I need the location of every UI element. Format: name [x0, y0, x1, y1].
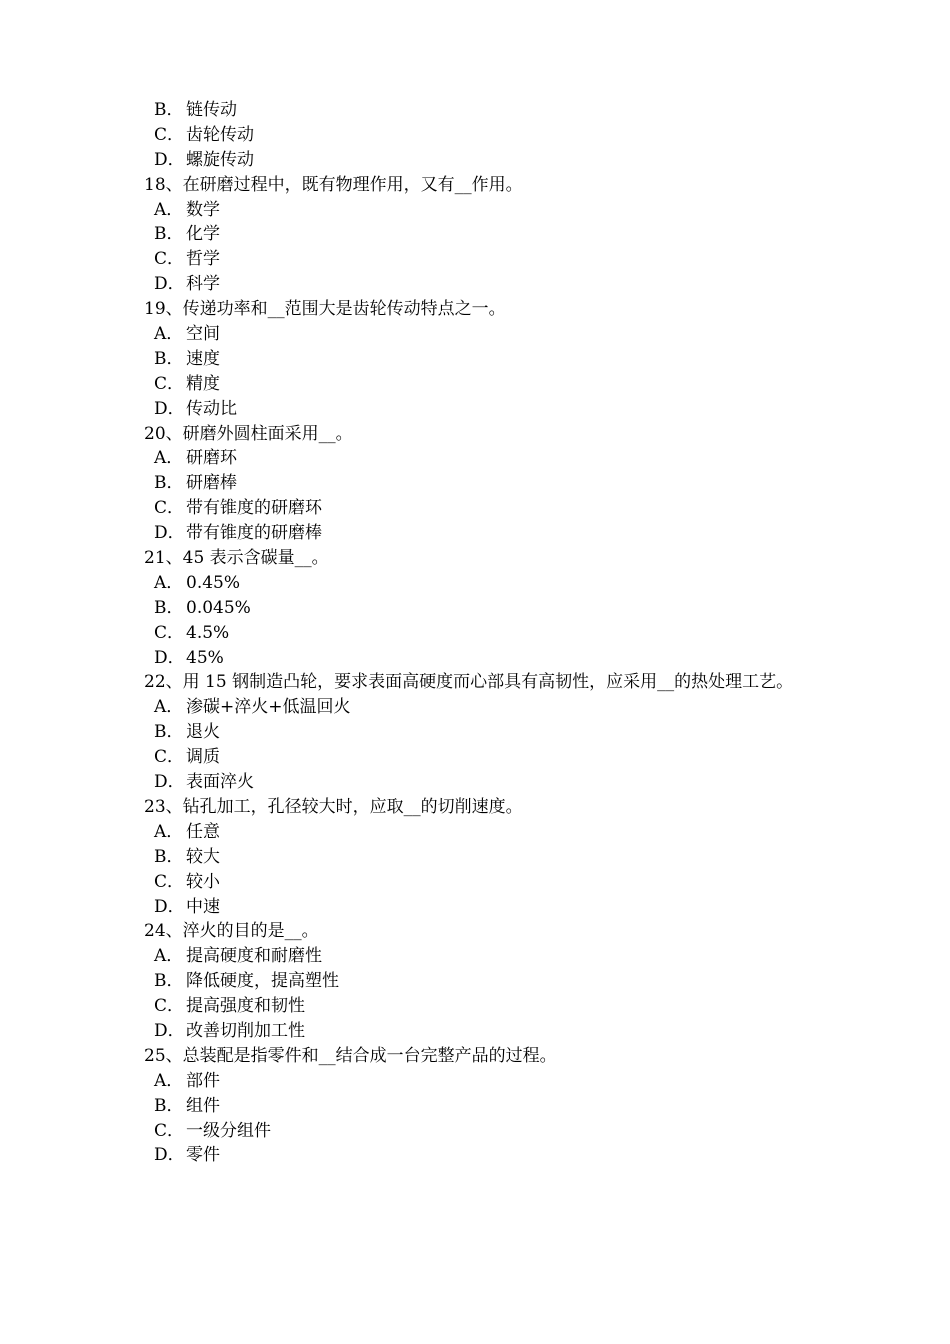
- option-line: [144, 198, 814, 223]
- option-letter: B．: [154, 1095, 184, 1116]
- option-letter: C．: [154, 373, 185, 394]
- option-text: 化学: [186, 224, 220, 245]
- option-line: [144, 247, 814, 272]
- option-letter: B．: [154, 597, 184, 618]
- question-stem: 20、研磨外圆柱面采用__。: [144, 423, 353, 444]
- option-line: [144, 1069, 814, 1094]
- option-letter: A．: [154, 946, 184, 967]
- option-line: [144, 895, 814, 920]
- option-letter: D．: [154, 896, 185, 917]
- option-letter: B．: [154, 100, 184, 120]
- option-letter: B．: [154, 348, 184, 369]
- option-text: 传动比: [186, 398, 237, 419]
- option-letter: D．: [154, 398, 185, 419]
- option-line: [144, 596, 814, 621]
- option-text: 部件: [186, 1070, 220, 1091]
- option-letter: C．: [154, 1120, 185, 1141]
- option-letter: D．: [154, 647, 185, 668]
- option-text: 数学: [186, 199, 220, 220]
- option-text: 零件: [186, 1145, 220, 1166]
- option-letter: C．: [154, 871, 185, 892]
- option-letter: C．: [154, 249, 185, 270]
- option-line: [144, 397, 814, 422]
- question-stem: 19、传递功率和__范围大是齿轮传动特点之一。: [144, 299, 506, 320]
- option-text: 组件: [186, 1095, 220, 1116]
- option-letter: D．: [154, 772, 185, 793]
- option-text: 带有锥度的研磨棒: [186, 523, 322, 544]
- option-line: [144, 770, 814, 795]
- option-line: [144, 1119, 814, 1144]
- option-letter: C．: [154, 996, 185, 1017]
- option-letter: D．: [154, 274, 185, 295]
- option-letter: B．: [154, 722, 184, 743]
- option-letter: A．: [154, 572, 184, 593]
- option-text: 渗碳+淬火+低温回火: [186, 697, 351, 718]
- question-stem: 23、钻孔加工，孔径较大时，应取__的切削速度。: [144, 796, 523, 817]
- option-line: [144, 496, 814, 521]
- option-text: 一级分组件: [186, 1120, 271, 1141]
- option-text: 45%: [186, 647, 224, 668]
- option-line: [144, 222, 814, 247]
- option-text: 调质: [186, 747, 220, 768]
- option-line: [144, 845, 814, 870]
- option-letter: B．: [154, 846, 184, 867]
- option-letter: D．: [154, 1020, 185, 1041]
- option-text: 链传动: [186, 100, 237, 120]
- option-letter: C．: [154, 622, 185, 643]
- option-text: 螺旋传动: [186, 149, 254, 170]
- option-line: [144, 646, 814, 671]
- option-line: [144, 720, 814, 745]
- option-letter: A．: [154, 324, 184, 345]
- option-text: 齿轮传动: [186, 124, 254, 145]
- option-line: [144, 870, 814, 895]
- option-text: 4.5%: [186, 622, 230, 643]
- option-letter: A．: [154, 199, 184, 220]
- option-line: [144, 521, 814, 546]
- option-letter: C．: [154, 747, 185, 768]
- option-letter: B．: [154, 224, 184, 245]
- option-line: [144, 98, 814, 123]
- option-text: 0.045%: [186, 597, 251, 618]
- option-text: 速度: [186, 348, 220, 369]
- option-text: 0.45%: [186, 572, 241, 593]
- option-text: 降低硬度，提高塑性: [186, 971, 339, 992]
- option-line: [144, 969, 814, 994]
- option-line: [144, 1019, 814, 1044]
- option-line: [144, 695, 814, 720]
- option-letter: B．: [154, 473, 184, 494]
- option-text: 空间: [186, 324, 220, 345]
- option-text: 科学: [186, 274, 220, 295]
- option-text: 提高强度和韧性: [186, 996, 305, 1017]
- option-letter: A．: [154, 1070, 184, 1091]
- question-stem: 24、淬火的目的是__。: [144, 921, 319, 942]
- option-line: [144, 944, 814, 969]
- option-line: [144, 1143, 814, 1168]
- option-text: 研磨棒: [186, 473, 237, 494]
- option-letter: C．: [154, 124, 185, 145]
- option-line: [144, 621, 814, 646]
- option-text: 提高硬度和耐磨性: [186, 946, 322, 967]
- option-letter: C．: [154, 498, 185, 519]
- option-letter: D．: [154, 149, 185, 170]
- option-text: 表面淬火: [186, 772, 254, 793]
- option-letter: A．: [154, 821, 184, 842]
- option-letter: A．: [154, 697, 184, 718]
- option-line: [144, 471, 814, 496]
- option-line: [144, 745, 814, 770]
- option-text: 带有锥度的研磨环: [186, 498, 322, 519]
- option-line: [144, 322, 814, 347]
- option-line: [144, 123, 814, 148]
- option-text: 精度: [186, 373, 220, 394]
- option-text: 较大: [186, 846, 220, 867]
- option-text: 哲学: [186, 249, 220, 270]
- question-list: [144, 98, 814, 1168]
- option-text: 退火: [186, 722, 220, 743]
- question-stem: 25、总装配是指零件和__结合成一台完整产品的过程。: [144, 1045, 557, 1066]
- option-line: [144, 372, 814, 397]
- option-line: [144, 148, 814, 173]
- question-stem: 18、在研磨过程中，既有物理作用，又有__作用。: [144, 174, 523, 195]
- option-line: [144, 446, 814, 471]
- option-letter: D．: [154, 523, 185, 544]
- option-line: [144, 1094, 814, 1119]
- question-stem: 22、用 15 钢制造凸轮，要求表面高硬度而心部具有高韧性，应采用__的热处理工艺。: [144, 672, 794, 693]
- option-text: 任意: [186, 821, 220, 842]
- option-text: 中速: [186, 896, 220, 917]
- option-line: [144, 272, 814, 297]
- option-line: [144, 571, 814, 596]
- option-text: 较小: [186, 871, 220, 892]
- option-line: [144, 347, 814, 372]
- option-text: 改善切削加工性: [186, 1020, 305, 1041]
- option-letter: B．: [154, 971, 184, 992]
- option-text: 研磨环: [186, 448, 237, 469]
- option-letter: D．: [154, 1145, 185, 1166]
- question-stem: 21、45 表示含碳量__。: [144, 548, 329, 569]
- option-letter: A．: [154, 448, 184, 469]
- option-line: [144, 994, 814, 1019]
- option-line: [144, 820, 814, 845]
